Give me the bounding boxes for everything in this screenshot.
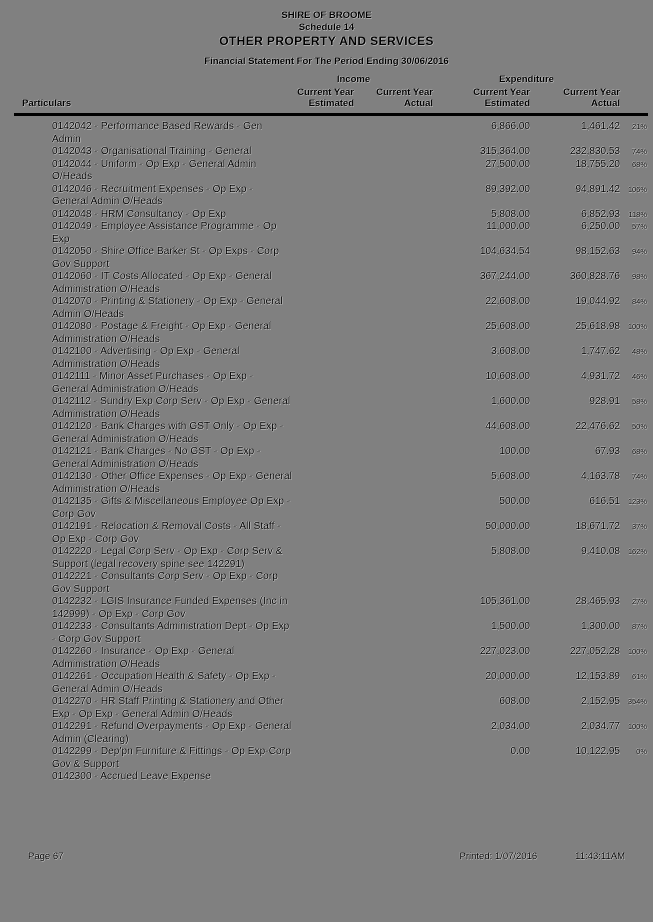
percent-cell: 100% [627, 322, 647, 331]
table-row [0, 471, 653, 496]
expenditure-actual-cell [530, 571, 620, 596]
expenditure-estimated-cell: 367,244.00 [479, 271, 530, 282]
particulars-cell: 0142232 - LGIS Insurance Funded Expenses (Inc in 142999) - Op Exp - Corp Gov [52, 596, 288, 620]
particulars-cell: 0142111 - Minor Asset Purchases - Op Exp - General Administration O/Heads [52, 371, 254, 395]
percent-cell: 123% [627, 497, 647, 506]
income-actual-cell [354, 771, 433, 784]
income-estimated-cell [292, 596, 354, 621]
income-actual-column-header: Current Year Actual [376, 87, 433, 109]
particulars-cell: 0142100 - Advertising - Op Exp - General Administration O/Heads [52, 346, 240, 370]
expenditure-estimated-cell: 104,634.54 [479, 246, 530, 257]
percent-cell: 61% [631, 672, 647, 681]
expenditure-actual-cell: 6,250.00 [581, 221, 620, 232]
income-estimated-cell [292, 121, 354, 146]
table-rows [0, 116, 653, 784]
expenditure-estimated-cell: 10,608.00 [485, 371, 530, 382]
income-actual-cell [354, 446, 433, 471]
particulars-cell: 0142121 - Bank Charges - No GST - Op Exp - General Administration O/Heads [52, 446, 261, 470]
particulars-cell: 0142260 - Insurance - Op Exp - General Administration O/Heads [52, 646, 235, 670]
table-row [0, 521, 653, 546]
percent-cell: 21% [631, 122, 647, 131]
percent-cell: 68% [631, 159, 647, 169]
expenditure-estimated-cell: 1,500.00 [491, 621, 530, 632]
table-row [0, 221, 653, 246]
expenditure-estimated-cell: 20,000.00 [485, 671, 530, 682]
expenditure-estimated-cell: 89,392.00 [485, 183, 530, 195]
table-row [0, 396, 653, 421]
income-estimated-cell [292, 671, 354, 696]
expenditure-actual-cell [530, 771, 620, 784]
expenditure-estimated-cell: 315,364.00 [479, 146, 530, 157]
particulars-cell: 0142270 - HR Staff Printing & Stationery and Other Exp - Op Exp - General Admin O/Heads [52, 696, 284, 720]
group-header-row [14, 74, 648, 85]
printed-time: 11:43:11AM [575, 851, 625, 862]
income-estimated-cell [292, 546, 354, 571]
expenditure-actual-cell: 4,163.78 [581, 471, 620, 482]
income-estimated-cell [292, 646, 354, 671]
income-actual-cell [354, 496, 433, 521]
expenditure-actual-cell: 1,461.42 [581, 121, 620, 132]
income-estimated-cell [292, 146, 354, 159]
particulars-cell: 0142046 - Recruitment Expenses - Op Exp - General Admin O/Heads [52, 183, 253, 207]
report-title: OTHER PROPERTY AND SERVICES [219, 34, 434, 48]
table-row [0, 296, 653, 321]
particulars-cell: 0142050 - Shire Office Barker St - Op Exps - Corp Gov Support [52, 246, 280, 270]
expenditure-estimated-cell [433, 771, 530, 784]
expenditure-actual-cell: 94,891.42 [575, 183, 620, 195]
income-estimated-cell [292, 496, 354, 521]
income-actual-cell [354, 521, 433, 546]
expenditure-actual-cell: 928.91 [589, 396, 620, 407]
expenditure-estimated-cell: 3,608.00 [491, 346, 530, 357]
table-row [0, 184, 653, 209]
table-row [0, 209, 653, 222]
organisation-name: SHIRE OF BROOME [281, 10, 372, 21]
table-row [0, 621, 653, 646]
percent-cell: 37% [631, 522, 647, 531]
schedule-number: Schedule 14 [298, 22, 355, 33]
particulars-cell: 0142221 - Consultants Corp Serv - Op Exp - Corp Gov Support [52, 571, 278, 595]
table-row [0, 446, 653, 471]
income-actual-cell [354, 246, 433, 271]
percent-cell: 100% [627, 647, 647, 656]
expenditure-estimated-cell: 100.00 [499, 446, 530, 457]
expenditure-actual-cell: 360,828.76 [569, 271, 620, 282]
expenditure-estimated-cell: 0.00 [510, 746, 530, 757]
income-actual-cell [354, 346, 433, 371]
expenditure-actual-cell: 1,300.00 [581, 621, 620, 632]
expenditure-actual-cell: 2,034.77 [581, 721, 620, 732]
income-estimated-cell [292, 696, 354, 721]
income-actual-cell [354, 396, 433, 421]
income-estimated-cell [292, 446, 354, 471]
income-actual-cell [354, 721, 433, 746]
income-actual-cell [354, 146, 433, 159]
expenditure-estimated-cell: 6,866.00 [491, 121, 530, 132]
income-estimated-cell [292, 571, 354, 596]
table-row [0, 271, 653, 296]
expenditure-actual-cell: 28,465.93 [575, 596, 620, 607]
table-row [0, 671, 653, 696]
table-row [0, 159, 653, 184]
expenditure-actual-cell: 6,852.93 [581, 208, 620, 220]
expenditure-estimated-cell: 5,608.00 [491, 471, 530, 482]
income-actual-cell [354, 621, 433, 646]
particulars-cell: 0142044 - Uniform - Op Exp - General Admin O/Heads [52, 158, 257, 182]
expenditure-estimated-cell: 1,600.00 [491, 396, 530, 407]
income-estimated-cell [292, 771, 354, 784]
particulars-column-header: Particulars [22, 98, 72, 109]
expenditure-estimated-cell: 44,608.00 [485, 421, 530, 432]
income-actual-cell [354, 321, 433, 346]
expenditure-estimated-cell: 227,023.00 [479, 646, 530, 657]
income-actual-cell [354, 184, 433, 209]
percent-cell: 87% [631, 622, 647, 631]
expenditure-estimated-cell: 50,000.00 [485, 521, 530, 532]
particulars-cell: 0142135 - Gifts & Miscellaneous Employee Op Exp - Corp Gov [52, 496, 291, 520]
expenditure-actual-cell: 22,476.62 [575, 421, 620, 432]
table-row [0, 721, 653, 746]
printed-date: Printed: 1/07/2016 [459, 851, 538, 862]
table-row [0, 696, 653, 721]
income-actual-cell [354, 571, 433, 596]
percent-cell: 94% [631, 247, 647, 256]
income-actual-cell [354, 671, 433, 696]
income-estimated-cell [292, 221, 354, 246]
table-row [0, 421, 653, 446]
table-row [0, 746, 653, 771]
income-actual-cell [354, 696, 433, 721]
table-row [0, 596, 653, 621]
expenditure-estimated-cell: 608.00 [499, 696, 530, 707]
table-row [0, 571, 653, 596]
income-estimated-cell [292, 246, 354, 271]
percent-cell: 106% [627, 184, 647, 194]
percent-cell: 74% [631, 147, 647, 156]
percent-cell: 354% [627, 697, 647, 706]
expenditure-actual-cell: 67.93 [594, 446, 620, 457]
income-estimated-cell [292, 396, 354, 421]
particulars-cell: 0142043 - Organisational Training - General [52, 146, 252, 157]
particulars-cell: 0142191 - Relocation & Removal Costs - All Staff - Op Exp - Corp Gov [52, 521, 281, 545]
percent-cell: 100% [627, 722, 647, 731]
particulars-cell: 0142049 - Employee Assistance Programme - Op Exp [52, 221, 277, 245]
income-estimated-cell [292, 746, 354, 771]
percent-cell: 0% [636, 747, 647, 756]
report-subtitle: Financial Statement For The Period Ending 30/06/2016 [204, 56, 449, 67]
expenditure-estimated-cell: 500.00 [499, 496, 530, 507]
expenditure-actual-cell: 4,931.72 [581, 371, 620, 382]
page-number: Page 67 [28, 851, 64, 862]
income-estimated-cell [292, 521, 354, 546]
income-estimated-cell [292, 471, 354, 496]
printed-info [460, 851, 625, 862]
expenditure-actual-cell: 18,755.20 [575, 158, 620, 170]
income-actual-cell [354, 746, 433, 771]
particulars-cell: 0142299 - Dep'pn Furniture & Fittings - Op Exp-Corp Gov & Support [52, 746, 291, 770]
percent-cell: 50% [631, 422, 647, 431]
expenditure-actual-cell: 10,122.95 [575, 746, 620, 757]
income-actual-cell [354, 271, 433, 296]
percent-cell: 118% [628, 209, 647, 219]
particulars-cell: 0142300 - Accrued Leave Expense [52, 771, 211, 782]
percent-cell: 84% [631, 297, 647, 306]
income-actual-cell [354, 471, 433, 496]
income-estimated-cell [292, 296, 354, 321]
income-actual-cell [354, 596, 433, 621]
expenditure-actual-cell: 616.51 [589, 496, 620, 507]
income-actual-cell [354, 159, 433, 184]
percent-cell [620, 771, 648, 784]
percent-cell: 162% [627, 547, 647, 556]
income-estimated-cell [292, 371, 354, 396]
percent-cell: 48% [631, 347, 647, 356]
expenditure-estimated-cell: 11,000.00 [486, 221, 530, 232]
table-row [0, 246, 653, 271]
income-estimated-cell [292, 721, 354, 746]
percent-cell: 46% [631, 372, 647, 381]
expenditure-estimated-cell: 5,808.00 [491, 208, 530, 220]
table-row [0, 371, 653, 396]
page-footer [28, 851, 625, 862]
expenditure-actual-cell: 2,152.95 [581, 696, 620, 707]
table-row [0, 321, 653, 346]
particulars-cell: 0142291 - Refund Overpayments - Op Exp - General Admin (Clearing) [52, 721, 292, 745]
expenditure-actual-column-header: Current Year Actual [563, 87, 620, 109]
particulars-cell: 0142261 - Occupation Health & Safety - Op Exp - General Admin O/Heads [52, 671, 276, 695]
table-row [0, 346, 653, 371]
percent-cell: 68% [631, 447, 647, 456]
income-actual-cell [354, 296, 433, 321]
expenditure-actual-cell: 232,830.53 [569, 146, 620, 157]
particulars-cell: 0142112 - Sundry Exp Corp Serv - Op Exp - General Administration O/Heads [52, 396, 291, 420]
report-title-block [0, 0, 653, 68]
income-group-header: Income [336, 74, 371, 85]
income-estimated-cell [292, 159, 354, 184]
expenditure-estimated-cell: 5,808.00 [491, 546, 530, 557]
income-actual-cell [354, 221, 433, 246]
table-row [0, 546, 653, 571]
table-row [0, 646, 653, 671]
percent-cell: 98% [631, 272, 647, 281]
percent-cell: 58% [631, 397, 647, 406]
income-estimated-column-header: Current Year Estimated [297, 87, 354, 109]
percent-cell [620, 571, 648, 596]
particulars-cell: 0142080 - Postage & Freight - Op Exp - General Administration O/Heads [52, 321, 272, 345]
expenditure-actual-cell: 19,044.92 [575, 296, 620, 307]
expenditure-actual-cell: 25,618.98 [575, 321, 620, 332]
expenditure-actual-cell: 227,052.28 [569, 646, 620, 657]
income-actual-cell [354, 421, 433, 446]
particulars-cell: 0142060 - IT Costs Allocated - Op Exp - General Administration O/Heads [52, 271, 272, 295]
particulars-cell: 0142120 - Bank Charges with GST Only - Op Exp - General Administration O/Heads [52, 421, 284, 445]
percent-cell: 27% [631, 597, 647, 606]
income-actual-cell [354, 546, 433, 571]
particulars-cell: 0142070 - Printing & Stationery - Op Exp - General Admin O/Heads [52, 296, 283, 320]
particulars-cell: 0142233 - Consultants Administration Dept - Op Exp - Corp Gov Support [52, 621, 290, 645]
income-estimated-cell [292, 621, 354, 646]
expenditure-estimated-cell [433, 571, 530, 596]
particulars-cell: 0142220 - Legal Corp Serv - Op Exp - Corp Serv & Support (legal recovery spine see 142291) [52, 546, 283, 570]
percent-cell: 74% [631, 472, 647, 481]
expenditure-actual-cell: 98,152.63 [575, 246, 620, 257]
income-actual-cell [354, 371, 433, 396]
table-header [0, 74, 653, 109]
expenditure-estimated-column-header: Current Year Estimated [473, 87, 530, 109]
income-estimated-cell [292, 209, 354, 222]
income-estimated-cell [292, 421, 354, 446]
expenditure-actual-cell: 1,747.62 [581, 346, 620, 357]
expenditure-estimated-cell: 105,361.00 [479, 596, 530, 607]
income-estimated-cell [292, 321, 354, 346]
percent-cell: 57% [631, 222, 647, 231]
particulars-cell: 0142048 - HRM Consultancy - Op Exp [52, 208, 227, 220]
expenditure-group-header: Expenditure [499, 74, 554, 85]
table-row [0, 496, 653, 521]
income-estimated-cell [292, 346, 354, 371]
income-actual-cell [354, 121, 433, 146]
particulars-cell: 0142130 - Other Office Expenses - Op Exp - General Administration O/Heads [52, 471, 292, 495]
table-row [0, 146, 653, 159]
expenditure-estimated-cell: 25,608.00 [485, 321, 530, 332]
income-actual-cell [354, 646, 433, 671]
table-row [0, 121, 653, 146]
income-actual-cell [354, 209, 433, 222]
expenditure-estimated-cell: 22,608.00 [485, 296, 530, 307]
expenditure-actual-cell: 12,153.89 [575, 671, 620, 682]
expenditure-estimated-cell: 27,500.00 [485, 158, 530, 170]
particulars-cell: 0142042 - Performance Based Rewards - Gen Admin [52, 121, 263, 145]
expenditure-actual-cell: 18,671.72 [575, 521, 620, 532]
income-estimated-cell [292, 184, 354, 209]
expenditure-estimated-cell: 2,034.00 [491, 721, 530, 732]
expenditure-actual-cell: 9,410.08 [581, 546, 620, 557]
table-row [0, 771, 653, 784]
income-estimated-cell [292, 271, 354, 296]
